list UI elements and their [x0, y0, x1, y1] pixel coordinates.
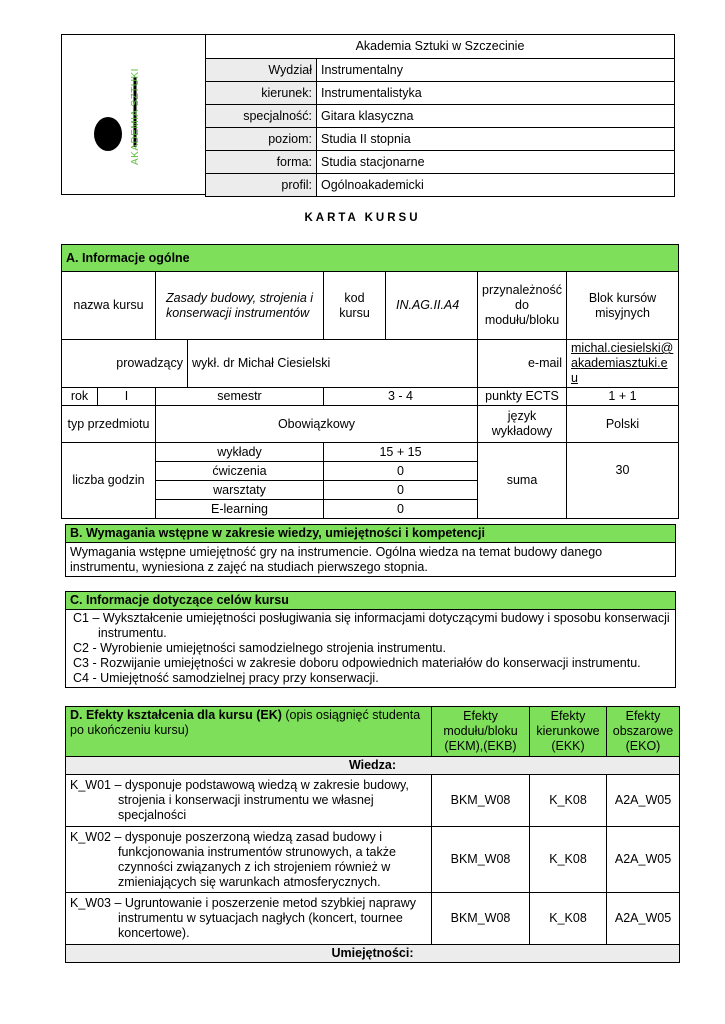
- godziny-row-label: wykłady: [156, 443, 324, 462]
- section-b-text: Wymagania wstępne umiejętność gry na instrumencie. Ogólna wiedza na temat budowy danego instrumentu, wyniesiona z zajęć na studiach pierwszego stopnia.: [66, 543, 676, 577]
- godziny-row-value: 0: [324, 481, 478, 500]
- section-c-table: [65, 591, 676, 688]
- header-value-specjalnosc: Gitara klasyczna: [317, 105, 675, 128]
- section-c-title: C. Informacje dotyczące celów kursu: [66, 592, 676, 610]
- przynaleznosc-value: Blok kursów misyjnych: [567, 272, 679, 340]
- suma-label: suma: [478, 443, 567, 519]
- header-label-wydzial: Wydział: [206, 59, 317, 82]
- logo-text: AKADEMIA SZTUKI: [130, 68, 141, 165]
- godziny-label: liczba godzin: [62, 443, 156, 519]
- godziny-row-label: ćwiczenia: [156, 462, 324, 481]
- header-label-profil: profil:: [206, 174, 317, 197]
- godziny-row-value: 15 + 15: [324, 443, 478, 462]
- ek-row-eko: A2A_W05: [607, 893, 680, 945]
- section-a-table: [61, 244, 679, 519]
- header-value-profil: Ogólnoakademicki: [317, 174, 675, 197]
- header-value-wydzial: Instrumentalny: [317, 59, 675, 82]
- ek-row-text: K_W01 – dysponuje podstawową wiedzą w zakresie budowy, strojenia i konserwacji instrumentu we własnej specjalności: [66, 775, 432, 827]
- ects-label: punkty ECTS: [478, 388, 567, 406]
- goal-item: C4 - Umiejętność samodzielnej pracy przy konserwacji.: [73, 671, 379, 685]
- suma-value: 30: [567, 443, 679, 519]
- doc-title: KARTA KURSU: [304, 212, 421, 224]
- godziny-row-label: warsztaty: [156, 481, 324, 500]
- kod-value: IN.AG.II.A4: [386, 272, 478, 340]
- przynaleznosc-label: przynależność do modułu/bloku: [478, 272, 567, 340]
- semestr-value: 3 - 4: [324, 388, 478, 406]
- goal-item: C2 - Wyrobienie umiejętności samodzielnego strojenia instrumentu.: [73, 641, 446, 655]
- godziny-row-label: E-learning: [156, 500, 324, 519]
- kod-label: kod kursu: [324, 272, 386, 340]
- umiejetnosci-header: Umiejętności:: [66, 945, 680, 963]
- ek-row-eko: A2A_W05: [607, 775, 680, 827]
- nazwa-value: Zasady budowy, strojenia i konserwacji instrumentów: [156, 272, 324, 340]
- section-d-title-rest: (opis osiągnięć studenta po ukończeniu kursu): [70, 708, 421, 737]
- jezyk-value: Polski: [567, 406, 679, 443]
- ek-row-ekm: BKM_W08: [432, 827, 530, 893]
- nazwa-label: nazwa kursu: [62, 272, 156, 340]
- email-label: e-mail: [478, 340, 567, 388]
- header-label-forma: forma:: [206, 151, 317, 174]
- header-table: [205, 34, 675, 197]
- section-b-table: [65, 524, 676, 577]
- logo-box: [61, 34, 206, 195]
- ek-row-eko: A2A_W05: [607, 827, 680, 893]
- section-d-title: [66, 707, 432, 757]
- email-link[interactable]: michal.ciesielski@akademiasztuki.eu: [567, 340, 679, 388]
- ek-row-ekm: BKM_W08: [432, 893, 530, 945]
- ek-row-ekk: K_K08: [530, 775, 607, 827]
- jezyk-label: język wykładowy: [478, 406, 567, 443]
- ek-row-ekm: BKM_W08: [432, 775, 530, 827]
- section-d-table: [65, 706, 680, 963]
- header-label-specjalnosc: specjalność:: [206, 105, 317, 128]
- rok-value: I: [98, 388, 156, 406]
- section-d-title-bold: D. Efekty kształcenia dla kursu (EK): [70, 708, 282, 722]
- prowadzacy-label: prowadzący: [62, 340, 188, 388]
- rok-label: rok: [62, 388, 98, 406]
- typ-label: typ przedmiotu: [62, 406, 156, 443]
- godziny-row-value: 0: [324, 462, 478, 481]
- header-value-poziom: Studia II stopnia: [317, 128, 675, 151]
- header-value-kierunek: Instrumentalistyka: [317, 82, 675, 105]
- godziny-row-value: 0: [324, 500, 478, 519]
- section-b-title: B. Wymagania wstępne w zakresie wiedzy, umiejętności i kompetencji: [66, 525, 676, 543]
- col-header-ekk: Efekty kierunkowe (EKK): [530, 707, 607, 757]
- semestr-label: semestr: [156, 388, 324, 406]
- prowadzacy-value: wykł. dr Michał Ciesielski: [188, 340, 478, 388]
- goal-item: C1 – Wykształcenie umiejętności posługiwania się informacjami dotyczącymi budowy i sposobu konserwacji instrumentu.: [73, 611, 670, 640]
- header-value-forma: Studia stacjonarne: [317, 151, 675, 174]
- ek-row-text: K_W03 – Ugruntowanie i poszerzenie metod szybkiej naprawy instrumentu w sytuacjach nagłych (koncert, tournee koncertowe).: [66, 893, 432, 945]
- ek-row-ekk: K_K08: [530, 893, 607, 945]
- header-label-poziom: poziom:: [206, 128, 317, 151]
- wiedza-header: Wiedza:: [66, 757, 680, 775]
- section-a-title: A. Informacje ogólne: [62, 245, 679, 272]
- ects-value: 1 + 1: [567, 388, 679, 406]
- ek-row-text: K_W02 – dysponuje poszerzoną wiedzą zasad budowy i funkcjonowania instrumentów strunowych, a także czynności związanych z ich strojeniem również w zmieniających się warunkach atmosferycznych.: [66, 827, 432, 893]
- typ-value: Obowiązkowy: [156, 406, 478, 443]
- institution-name: Akademia Sztuki w Szczecinie: [206, 35, 675, 59]
- goal-item: C3 - Rozwijanie umiejętności w zakresie doboru odpowiednich materiałów do konserwacji instrumentu.: [73, 656, 641, 670]
- col-header-eko: Efekty obszarowe (EKO): [607, 707, 680, 757]
- logo-mark: [96, 115, 122, 153]
- col-header-ekm: Efekty modułu/bloku (EKM),(EKB): [432, 707, 530, 757]
- header-label-kierunek: kierunek:: [206, 82, 317, 105]
- ek-row-ekk: K_K08: [530, 827, 607, 893]
